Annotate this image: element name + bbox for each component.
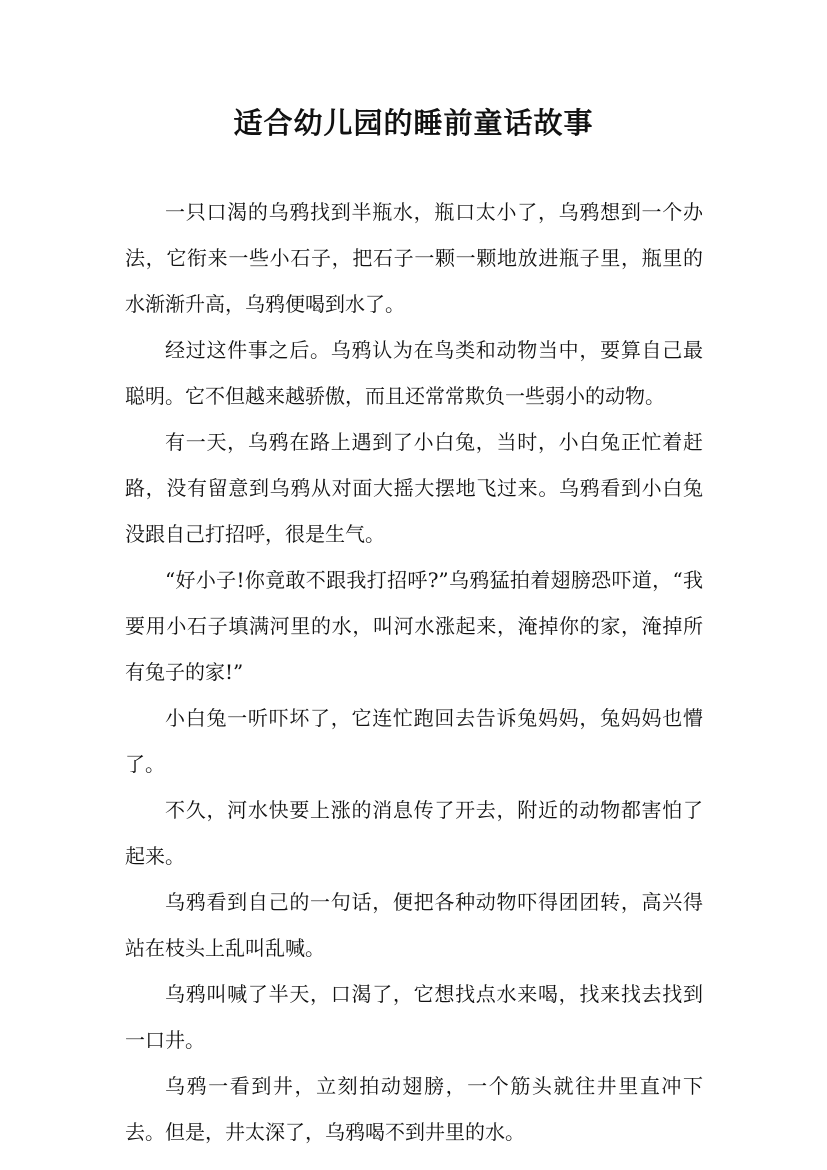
paragraph-1: 一只口渴的乌鸦找到半瓶水，瓶口太小了，乌鸦想到一个办法，它衔来一些小石子，把石子一颗一颗地放进瓶子里，瓶里的水渐渐升高，乌鸦便喝到水了。 <box>125 200 703 316</box>
paragraph-9: 乌鸦一看到井，立刻拍动翅膀，一个筋头就往井里直冲下去。但是，井太深了，乌鸦喝不到井里的水。 <box>125 1074 703 1144</box>
paragraph-3: 有一天，乌鸦在路上遇到了小白兔，当时，小白兔正忙着赶路，没有留意到乌鸦从对面大摇大摆地飞过来。乌鸦看到小白兔没跟自己打招呼，很是生气。 <box>125 430 703 546</box>
paragraph-5: 小白兔一听吓坏了，它连忙跑回去告诉兔妈妈，兔妈妈也懵了。 <box>125 706 703 776</box>
page-title: 适合幼儿园的睡前童话故事 <box>233 106 594 140</box>
paragraph-4: “好小子!你竟敢不跟我打招呼?”乌鸦猛拍着翅膀恐吓道，“我要用小石子填满河里的水，叫河水涨起来，淹掉你的家，淹掉所有兔子的家!” <box>125 568 703 684</box>
paragraph-8: 乌鸦叫喊了半天，口渴了，它想找点水来喝，找来找去找到一口井。 <box>125 982 703 1052</box>
paragraph-7: 乌鸦看到自己的一句话，便把各种动物吓得团团转，高兴得站在枝头上乱叫乱喊。 <box>125 890 703 960</box>
story-body <box>125 189 703 1155</box>
paragraph-6: 不久，河水快要上涨的消息传了开去，附近的动物都害怕了起来。 <box>125 798 703 868</box>
paragraph-2: 经过这件事之后。乌鸦认为在鸟类和动物当中，要算自己最聪明。它不但越来越骄傲，而且还常常欺负一些弱小的动物。 <box>125 338 703 408</box>
